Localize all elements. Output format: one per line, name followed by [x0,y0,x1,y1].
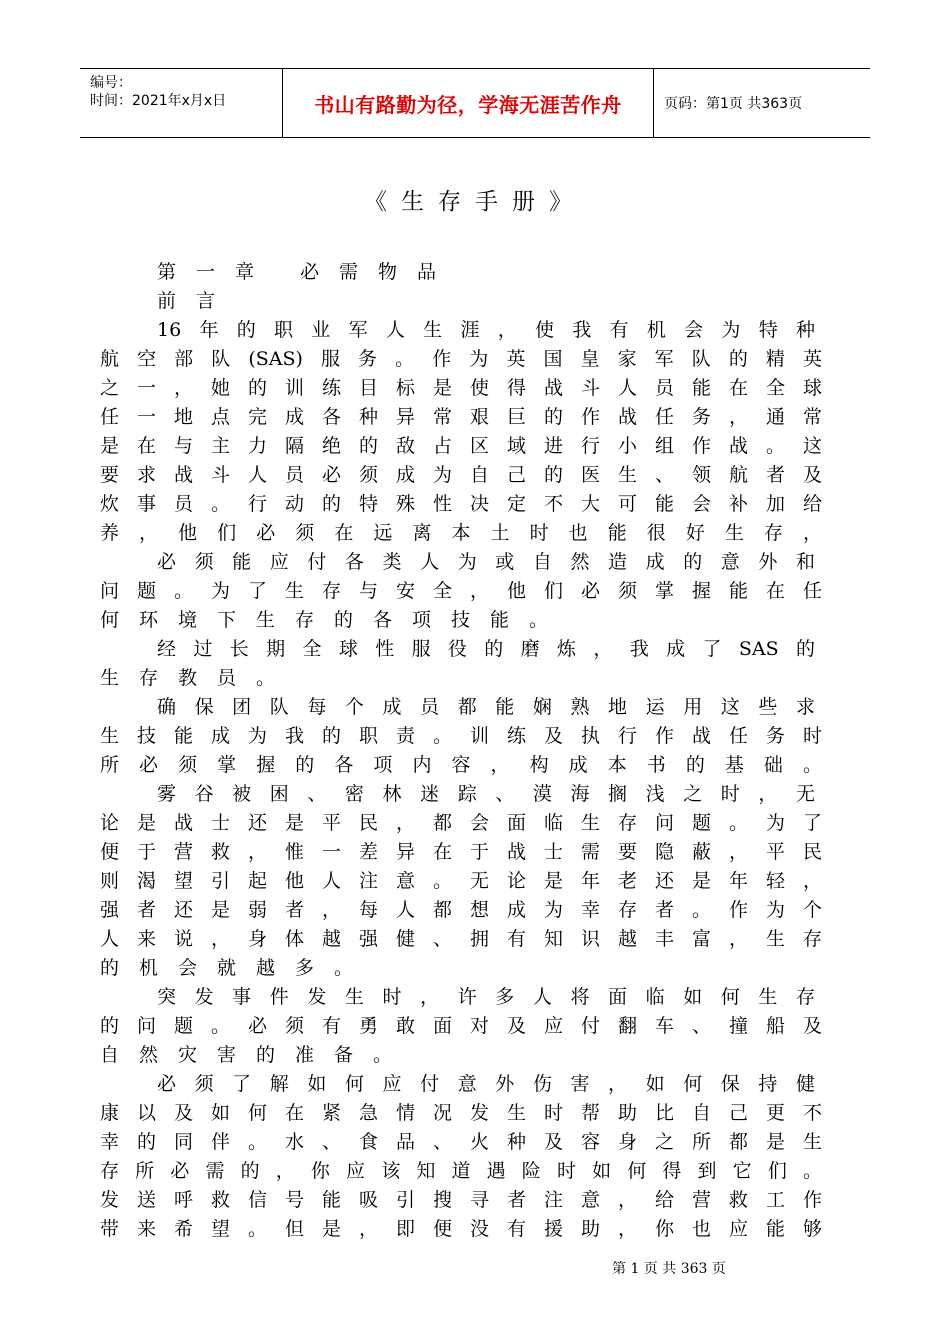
body-line-text: 发送呼救信号能吸引搜寻者注意，给营救工作 [100,1189,822,1211]
body-line [100,895,822,925]
body-line-text: 任一地点完成各种异常艰巨的作战任务，通常 [100,406,822,428]
body-line [100,431,822,461]
body-line [100,721,822,751]
body-line [100,837,822,867]
body-line-text: 必须了解如何应付意外伤害，如何保持健 [157,1073,815,1095]
body-line-text: 问题。为了生存与安全，他们必须掌握能在任 [100,580,822,602]
date-label: 时间：2021年x月x日 [90,93,227,109]
body-line [100,1185,822,1215]
body-line [100,1040,822,1070]
body-line-text: 必须能应付各类人为或自然造成的意外和 [157,551,815,573]
body-line-text: 论是战士还是平民，都会面临生存问题。为了 [100,812,822,834]
header-motto-cell [282,69,654,137]
body-line [157,982,815,1012]
preface-heading-text: 前言 [157,290,236,312]
body-line-text: 强者还是弱者，每人都想成为幸存者。作为个 [100,899,822,921]
body-line-text: 雾谷被困、密林迷踪、漠海搁浅之时，无 [157,783,815,805]
body-line [100,373,822,403]
body-line-text: 经过长期全球性服役的磨炼，我成了SAS的 [157,638,815,660]
body-line [157,547,815,577]
body-line [100,866,822,896]
header-table [80,68,870,138]
body-line-text: 康以及如何在紧急情况发生时帮助比自己更不 [100,1102,822,1124]
body-line-text: 要求战斗人员必须成为自己的医生、领航者及 [100,464,822,486]
chapter-heading-text: 第一章 必需物品 [157,261,457,283]
body-line-text: 生存教员。 [100,667,296,689]
body-line [100,1011,822,1041]
number-label: 编号： [90,75,132,91]
body-line [100,1098,822,1128]
body-line [100,924,822,954]
body-line [157,634,815,664]
body-line [100,489,822,519]
body-line-text: 的机会就越多。 [100,957,374,979]
body-line [100,605,822,635]
body-line-text: 是在与主力隔绝的敌占区域进行小组作战。这 [100,435,822,457]
body-line-text: 自然灾害的准备。 [100,1044,413,1066]
page-footer: 第 1 页 共 363 页 [612,1261,726,1277]
body-line [100,750,822,780]
body-line [100,808,822,838]
body-line [100,1127,822,1157]
body-line-text: 便于营救，惟一差异在于战士需要隐蔽，平民 [100,841,822,863]
body-line [100,344,822,374]
body-line [100,402,822,432]
body-line-text: 幸的同伴。水、食品、火种及容身之所都是生 [100,1131,822,1153]
body-line-text: 确保团队每个成员都能娴熟地运用这些求 [157,696,815,718]
body-line-text: 则渴望引起他人注意。无论是年老还是年轻， [100,870,822,892]
document-title: 《生存手册》 [364,189,586,215]
body-line-text: 炊事员。行动的特殊性决定不大可能会补加给 [100,493,822,515]
body-line [100,576,822,606]
chapter-heading [157,257,815,287]
preface-heading [157,286,815,316]
body-line [100,1214,822,1244]
page-info: 页码：第1页 共363页 [664,96,803,112]
body-line-text: 带来希望。但是，即便没有援助，你也应能够 [100,1218,822,1240]
body-line [100,1156,822,1186]
body-line-text: 养，他们必须在远离本土时也能很好生存， [100,522,822,544]
body-line-text: 航空部队(SAS)服务。作为英国皇家军队的精英 [100,348,822,370]
body-line [157,1069,815,1099]
body-line-text: 之一，她的训练目标是使得战斗人员能在全球 [100,377,822,399]
body-line-text: 的问题。必须有勇敢面对及应付翻车、撞船及 [100,1015,822,1037]
header-meta-cell [80,69,282,137]
body-line [100,460,822,490]
header-page-cell [654,69,870,137]
body-line-text: 何环境下生存的各项技能。 [100,609,569,631]
body-line [100,518,822,548]
body-line [100,953,822,983]
body-line-text: 突发事件发生时，许多人将面临如何生存 [157,986,815,1008]
body-line-text: 生技能成为我的职责。训练及执行作战任务时 [100,725,822,747]
body-line-text: 所必须掌握的各项内容，构成本书的基础。 [100,754,822,776]
body-line-text: 存所必需的，你应该知道遇险时如何得到它们。 [100,1160,822,1182]
body-line [157,779,815,809]
body-line-text: 人来说，身体越强健、拥有知识越丰富，生存 [100,928,822,950]
body-line [157,692,815,722]
body-line-text: 16年的职业军人生涯，使我有机会为特种 [157,319,815,341]
motto-text: 书山有路勤为径，学海无涯苦作舟 [314,92,622,117]
body-line [157,315,815,345]
body-line [100,663,822,693]
